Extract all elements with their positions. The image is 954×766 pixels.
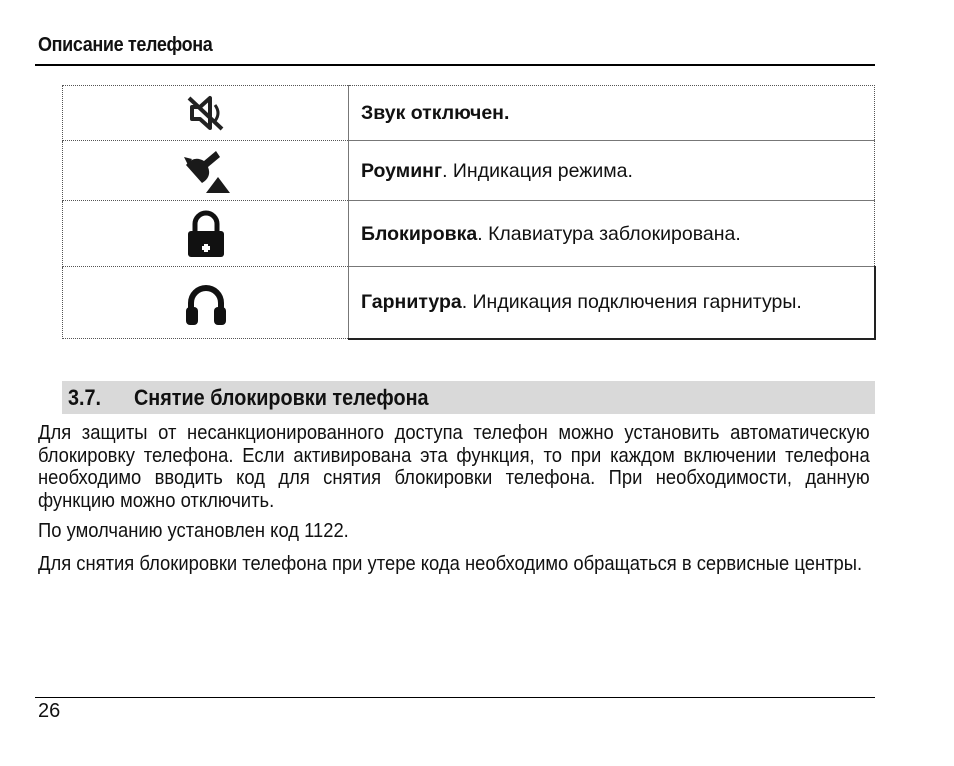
headset-icon [182, 279, 230, 327]
icon-cell [63, 86, 349, 141]
table-row [63, 267, 875, 339]
icon-description: . Клавиатура заблокирована. [477, 222, 741, 245]
icon-cell [63, 201, 349, 267]
table-row [63, 201, 875, 267]
icon-label: Блокировка [361, 222, 478, 245]
icon-label: Гарнитура [361, 291, 462, 314]
status-icons-table [62, 85, 876, 340]
section-title: Снятие блокировки телефона [134, 385, 429, 410]
icon-cell [63, 141, 349, 201]
icon-cell [63, 267, 349, 339]
speaker-muted-icon [184, 93, 228, 133]
table-row [63, 141, 875, 201]
roaming-icon [180, 149, 232, 193]
icon-description: . Индикация режима. [442, 159, 633, 182]
header-divider [35, 64, 875, 66]
page-number: 26 [38, 700, 61, 722]
description-cell [349, 267, 875, 339]
description-cell [349, 86, 875, 141]
paragraph-unlock-info: Для защиты от несанкционированного доступа телефон можно установить автоматическую блокировку телефона. Если активирована эта функция, то при каждом включении телефона необходимо вводить код для снятия блокировки телефона. При необходимости, данную функцию можно отключить. [38, 422, 870, 512]
icon-label: Роуминг [361, 159, 443, 182]
description-cell [349, 141, 875, 201]
section-number: 3.7. [68, 385, 102, 410]
table-row [63, 86, 875, 141]
icon-description: . Индикация подключения гарнитуры. [461, 291, 802, 314]
paragraph-lost-code: Для снятия блокировки телефона при утере кода необходимо обращаться в сервисные центры. [38, 553, 863, 575]
lock-icon [183, 210, 229, 258]
paragraph-default-code: По умолчанию установлен код 1122. [38, 520, 349, 542]
description-cell [349, 201, 875, 267]
footer-divider [35, 697, 875, 698]
icon-label: Звук отключен. [361, 102, 510, 124]
page-header-title: Описание телефона [38, 34, 213, 56]
